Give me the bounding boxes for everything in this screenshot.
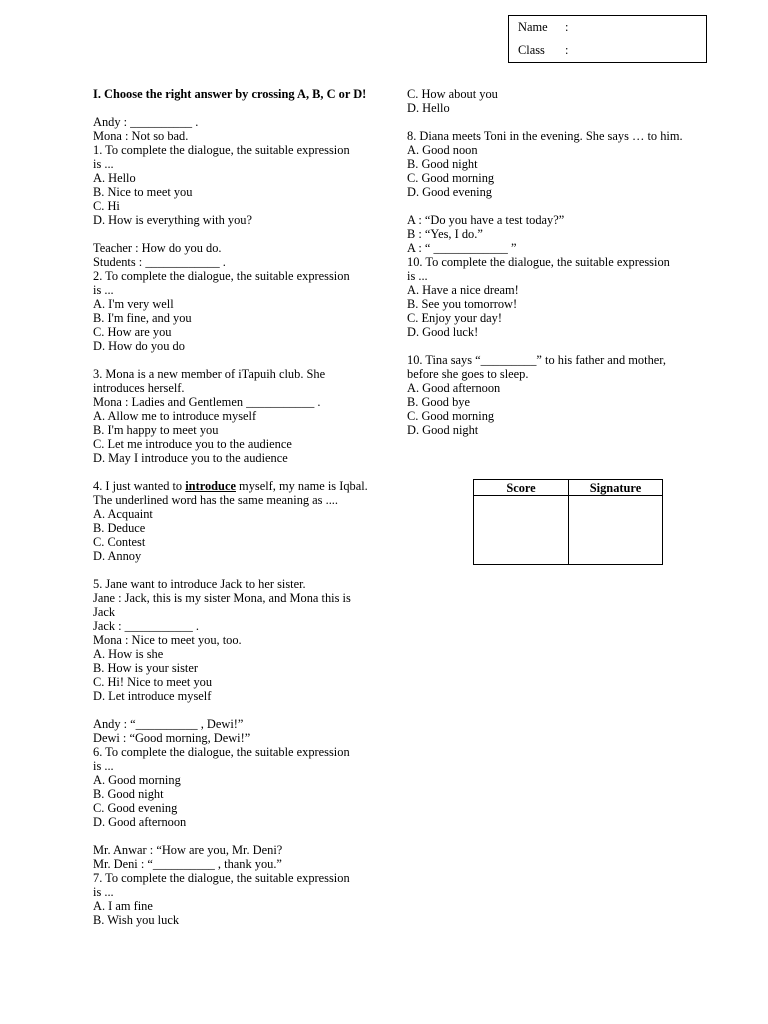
left-line: B. Deduce [93,521,146,535]
left-spacer [93,829,368,843]
score-header: Score [474,480,569,496]
left-line: D. How is everything with you? [93,213,252,227]
left-line: 1. To complete the dialogue, the suitable expression [93,143,350,157]
right-line: C. Good morning [407,409,495,423]
right-line: B : “Yes, I do.” [407,227,483,241]
right-line: C. How about you [407,87,498,101]
left-line: is ... [93,157,114,171]
right-line: B. Good night [407,157,478,171]
name-label: Name [518,20,548,34]
left-line: B. Wish you luck [93,913,180,927]
left-line: B. How is your sister [93,661,198,675]
right-line: A : “Do you have a test today?” [407,213,565,227]
left-line: 5. Jane want to introduce Jack to her sister. [93,577,306,591]
right-line: before she goes to sleep. [407,367,529,381]
left-line: Mr. Deni : “__________ , thank you.” [93,857,282,871]
right-line: A. Have a nice dream! [407,283,519,297]
right-line: D. Good evening [407,185,492,199]
right-spacer [407,199,683,213]
q4-text-before: 4. I just wanted to [93,479,186,493]
left-line: C. Let me introduce you to the audience [93,437,292,451]
left-line: Mona : Ladies and Gentlemen ___________ . [93,395,321,409]
class-colon: : [565,43,569,57]
right-line: C. Good morning [407,171,495,185]
left-line: 6. To complete the dialogue, the suitable expression [93,745,350,759]
left-line: The underlined word has the same meaning as .... [93,493,338,507]
class-row [518,43,568,57]
right-line: is ... [407,269,428,283]
right-column [407,87,683,437]
score-signature-table [473,479,663,565]
right-line: D. Hello [407,101,450,115]
left-line: Mona : Not so bad. [93,129,189,143]
left-line: D. May I introduce you to the audience [93,451,288,465]
left-line: introduces herself. [93,381,185,395]
name-colon: : [565,20,569,34]
left-line: is ... [93,283,114,297]
right-line: A : “ ____________ ” [407,241,517,255]
left-line: Jack : ___________ . [93,619,199,633]
left-line: D. Annoy [93,549,142,563]
left-line: A. Hello [93,171,136,185]
right-line: A. Good afternoon [407,381,501,395]
right-line: B. Good bye [407,395,470,409]
name-row [518,20,568,34]
left-spacer [93,353,368,367]
left-line: B. Nice to meet you [93,185,193,199]
right-line: D. Good night [407,423,479,437]
left-line: B. I'm fine, and you [93,311,192,325]
left-line: A. I am fine [93,899,153,913]
left-line: Dewi : “Good morning, Dewi!” [93,731,251,745]
right-line: 8. Diana meets Toni in the evening. She says … to him. [407,129,683,143]
left-line: 7. To complete the dialogue, the suitable expression [93,871,350,885]
left-line: Jack [93,605,116,619]
right-line: 10. To complete the dialogue, the suitable expression [407,255,670,269]
left-line: D. How do you do [93,339,185,353]
left-line: A. Acquaint [93,507,153,521]
right-line: B. See you tomorrow! [407,297,518,311]
left-spacer [93,703,368,717]
left-line: Andy : __________ . [93,115,199,129]
right-line: A. Good noon [407,143,478,157]
left-line: A. How is she [93,647,164,661]
left-line: A. Good morning [93,773,181,787]
left-line: is ... [93,759,114,773]
left-spacer [93,465,368,479]
left-line: D. Let introduce myself [93,689,212,703]
right-spacer [407,339,683,353]
name-class-box [508,15,707,63]
left-line: A. I'm very well [93,297,174,311]
right-line: D. Good luck! [407,325,479,339]
left-line: B. Good night [93,787,164,801]
signature-header: Signature [569,480,663,496]
section-heading: I. Choose the right answer by crossing A, B, C or D! [93,87,367,101]
right-line: C. Enjoy your day! [407,311,502,325]
left-line: Students : ____________ . [93,255,226,269]
left-line: C. Good evening [93,801,178,815]
left-line: is ... [93,885,114,899]
left-line: B. I'm happy to meet you [93,423,219,437]
left-line: C. Hi [93,199,120,213]
class-label: Class [518,43,545,57]
left-line: D. Good afternoon [93,815,187,829]
left-column [93,87,368,927]
right-spacer [407,115,683,129]
left-line: A. Allow me to introduce myself [93,409,257,423]
left-line: 2. To complete the dialogue, the suitable expression [93,269,350,283]
left-line: Jane : Jack, this is my sister Mona, and Mona this is [93,591,351,605]
left-line: C. How are you [93,325,172,339]
left-spacer [93,101,368,115]
left-line: Andy : “__________ , Dewi!” [93,717,244,731]
left-question-4-line [93,479,368,493]
left-line: C. Hi! Nice to meet you [93,675,213,689]
left-spacer [93,227,368,241]
left-line: Mr. Anwar : “How are you, Mr. Deni? [93,843,283,857]
score-cell[interactable] [474,496,569,565]
left-line: 3. Mona is a new member of iTapuih club. She [93,367,326,381]
q4-underlined-word: introduce [185,479,236,493]
left-spacer [93,563,368,577]
q4-text-after: myself, my name is Iqbal. [235,479,368,493]
left-line: Mona : Nice to meet you, too. [93,633,242,647]
right-line: 10. Tina says “_________” to his father and mother, [407,353,666,367]
left-line: C. Contest [93,535,146,549]
signature-cell[interactable] [569,496,663,565]
left-line: Teacher : How do you do. [93,241,222,255]
